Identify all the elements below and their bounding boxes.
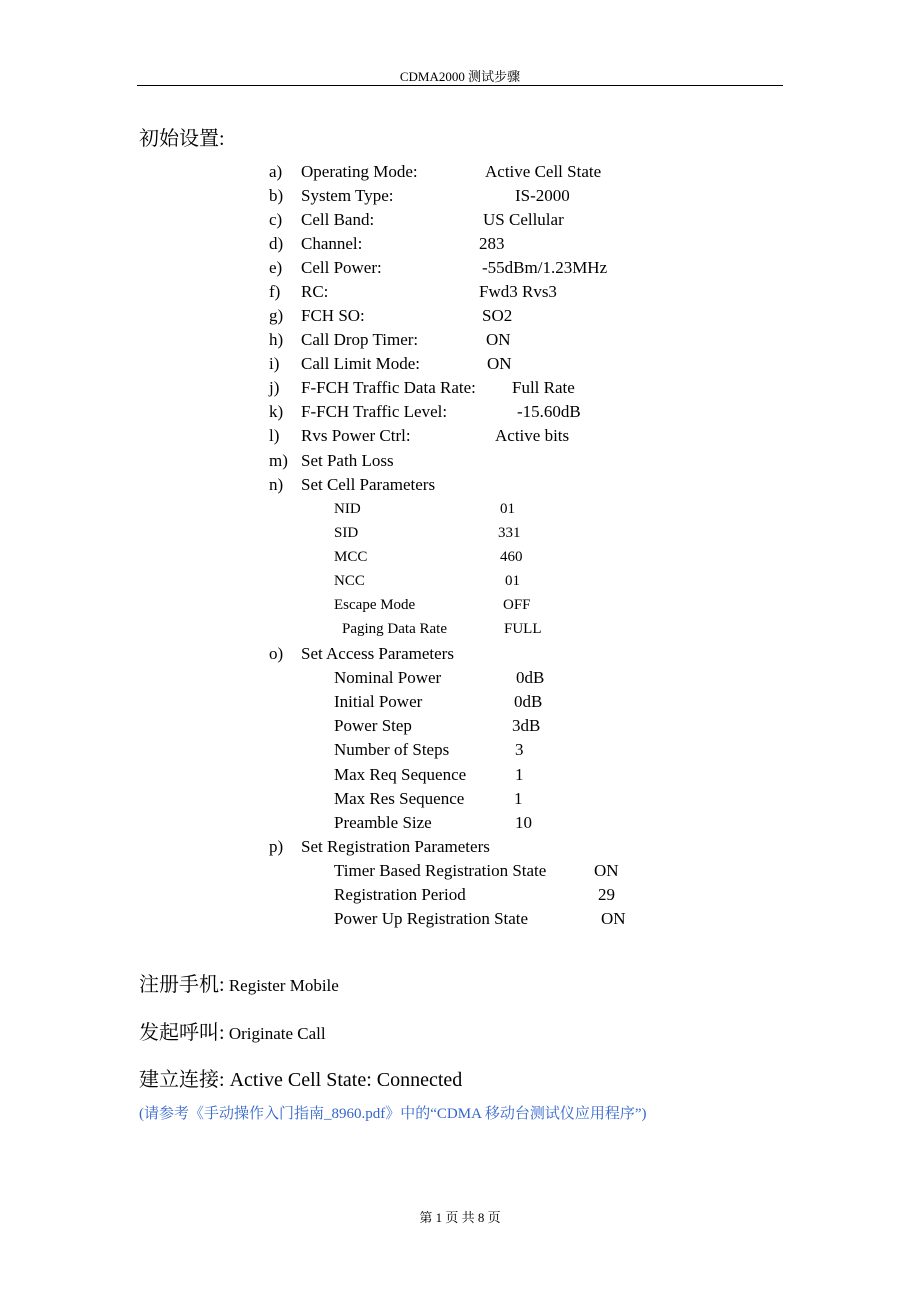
- item-value: Fwd3 Rvs3: [479, 282, 557, 301]
- item-value: ON: [487, 354, 512, 373]
- originate-call-heading: [139, 1016, 326, 1045]
- item-marker: i): [269, 354, 280, 373]
- register-mobile-heading: [139, 968, 339, 997]
- cell-param-label: Paging Data Rate: [342, 621, 447, 637]
- access-param-label: Power Step: [334, 716, 412, 735]
- access-param-value: 3: [515, 740, 524, 759]
- item-label: F-FCH Traffic Level:: [301, 402, 448, 421]
- page-header: CDMA2000 测试步骤: [399, 69, 521, 84]
- item-label: Call Drop Timer:: [301, 330, 419, 349]
- registration-param-value: 29: [598, 885, 615, 904]
- connect-heading-en: Active Cell State: Connected: [224, 1069, 463, 1091]
- item-label: Channel:: [301, 234, 363, 253]
- registration-param-label: Power Up Registration State: [334, 909, 529, 928]
- originate-heading-zh: 发起呼叫:: [139, 1022, 225, 1044]
- item-value: -15.60dB: [517, 402, 581, 421]
- item-label: FCH SO:: [301, 306, 365, 325]
- item-label: Cell Power:: [301, 258, 382, 277]
- cell-param-label: NID: [334, 501, 361, 517]
- connect-heading-zh: 建立连接:: [139, 1069, 225, 1091]
- item-value: US Cellular: [483, 210, 564, 229]
- item-label: System Type:: [301, 186, 394, 205]
- item-value: IS-2000: [515, 186, 570, 205]
- item-marker: n): [269, 475, 284, 494]
- access-param-value: 0dB: [514, 692, 543, 711]
- cell-param-value: 331: [498, 525, 521, 541]
- item-marker: g): [269, 306, 284, 325]
- register-heading-en: Register Mobile: [224, 976, 339, 995]
- item-label: Set Path Loss: [301, 451, 394, 470]
- access-param-label: Nominal Power: [334, 668, 442, 687]
- item-label: Operating Mode:: [301, 162, 418, 181]
- item-marker: d): [269, 234, 284, 253]
- originate-heading-en: Originate Call: [224, 1024, 326, 1043]
- access-param-label: Max Req Sequence: [334, 765, 467, 784]
- cell-param-label: NCC: [334, 573, 365, 589]
- item-marker: k): [269, 402, 284, 421]
- cell-param-label: MCC: [334, 549, 368, 565]
- cell-param-value: FULL: [504, 621, 542, 637]
- cell-param-value: OFF: [503, 597, 531, 613]
- header-divider: [137, 85, 783, 86]
- registration-param-label: Registration Period: [334, 885, 466, 904]
- item-value: Full Rate: [512, 378, 575, 397]
- access-param-label: Number of Steps: [334, 740, 450, 759]
- item-value: SO2: [482, 306, 513, 325]
- item-label: Set Cell Parameters: [301, 475, 436, 494]
- cell-param-label: Escape Mode: [334, 597, 416, 613]
- register-heading-zh: 注册手机:: [139, 974, 225, 996]
- item-marker: a): [269, 162, 283, 181]
- initial-setup-heading: 初始设置:: [139, 128, 225, 150]
- item-label: Rvs Power Ctrl:: [301, 426, 411, 445]
- item-marker: b): [269, 186, 284, 205]
- item-label: RC:: [301, 282, 329, 301]
- item-value: -55dBm/1.23MHz: [482, 258, 608, 277]
- item-marker: m): [269, 451, 288, 470]
- item-label: Call Limit Mode:: [301, 354, 420, 373]
- access-param-value: 10: [515, 813, 532, 832]
- item-label: Set Registration Parameters: [301, 837, 490, 856]
- item-marker: e): [269, 258, 283, 277]
- access-param-label: Max Res Sequence: [334, 789, 465, 808]
- item-marker: l): [269, 426, 280, 445]
- reference-note: (请参考《手动操作入门指南_8960.pdf》中的“CDMA 移动台测试仪应用程序”): [139, 1106, 647, 1122]
- item-value: Active bits: [495, 426, 570, 445]
- connect-heading: [139, 1063, 462, 1092]
- access-param-label: Initial Power: [334, 692, 423, 711]
- access-param-value: 3dB: [512, 716, 541, 735]
- item-label: Cell Band:: [301, 210, 375, 229]
- item-value: Active Cell State: [485, 162, 602, 181]
- item-label: Set Access Parameters: [301, 644, 454, 663]
- cell-param-label: SID: [334, 525, 359, 541]
- item-marker: c): [269, 210, 283, 229]
- item-marker: h): [269, 330, 284, 349]
- item-marker: j): [269, 378, 280, 397]
- item-marker: o): [269, 644, 284, 663]
- access-param-label: Preamble Size: [334, 813, 432, 832]
- item-label: F-FCH Traffic Data Rate:: [301, 378, 476, 397]
- cell-param-value: 01: [505, 573, 520, 589]
- cell-param-value: 01: [500, 501, 515, 517]
- item-value: 283: [479, 234, 505, 253]
- cell-param-value: 460: [500, 549, 523, 565]
- registration-param-label: Timer Based Registration State: [334, 861, 547, 880]
- item-value: ON: [486, 330, 511, 349]
- access-param-value: 1: [515, 765, 524, 784]
- registration-param-value: ON: [594, 861, 619, 880]
- access-param-value: 0dB: [516, 668, 545, 687]
- item-marker: p): [269, 837, 284, 856]
- access-param-value: 1: [514, 789, 523, 808]
- registration-param-value: ON: [601, 909, 626, 928]
- page-footer: 第 1 页 共 8 页: [419, 1210, 501, 1225]
- item-marker: f): [269, 282, 281, 301]
